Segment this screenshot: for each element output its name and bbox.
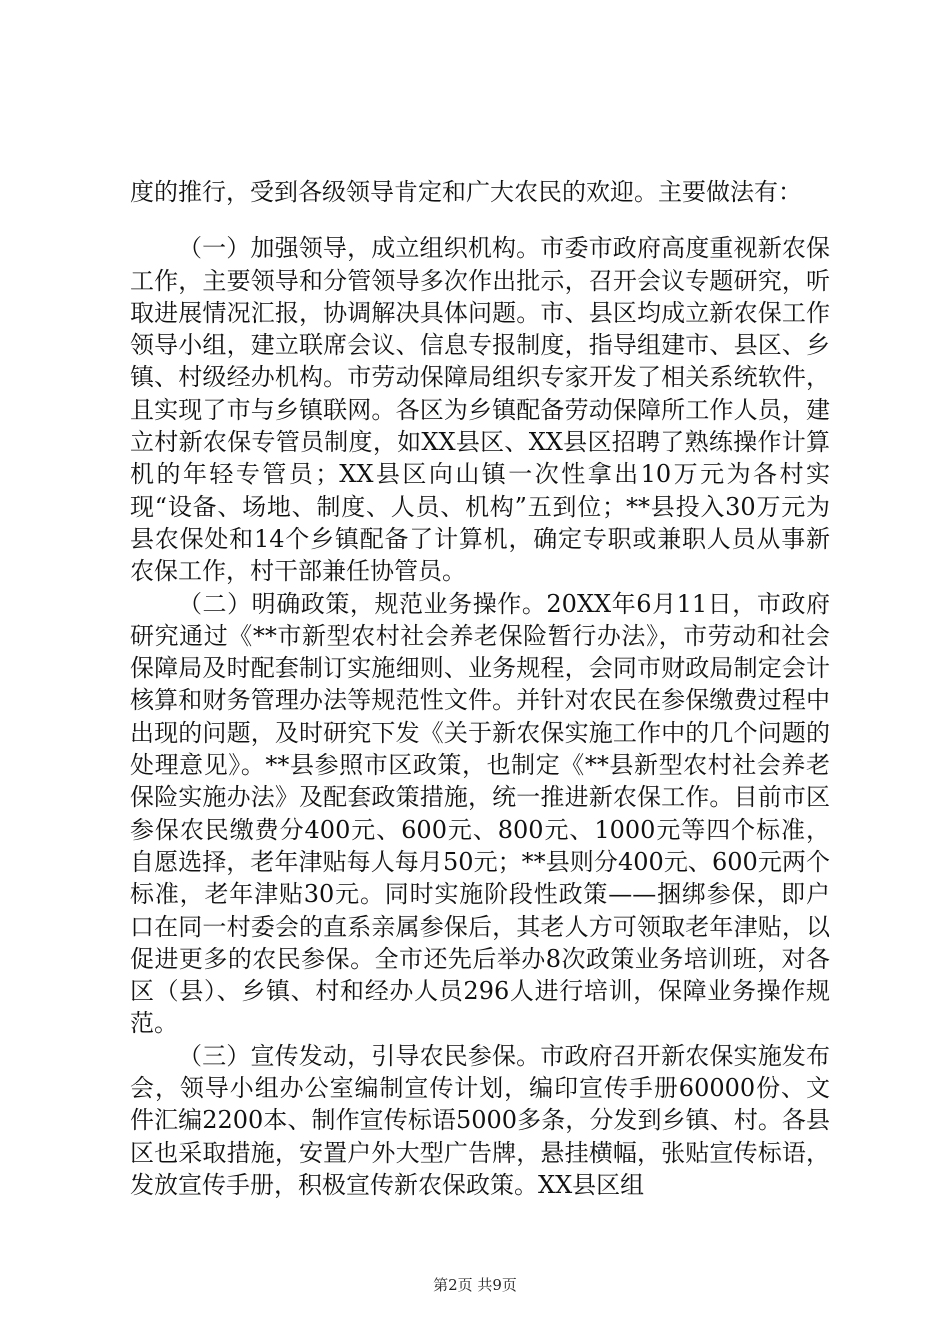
page-number-footer: 第2页 共9页 <box>433 1276 517 1294</box>
paragraph-section-1: （一）加强领导，成立组织机构。市委市政府高度重视新农保工作，主要领导和分管领导多次作出批示，召开会议专题研究，听取进展情况汇报，协调解决具体问题。市、县区均成立新农保工作领导小组，建立联席会议、信息专报制度，指导组建市、县区、乡镇、村级经办机构。市劳动保障局组织专家开发了相关系统软件，且实现了市与乡镇联网。各区为乡镇配备劳动保障所工作人员，建立村新农保专管员制度，如XX县区、XX县区招聘了熟练操作计算机的年轻专管员；XX县区向山镇一次性拿出10万元为各村实现“设备、场地、制度、人员、机构”五到位；**县投入30万元为县农保处和14个乡镇配备了计算机，确定专职或兼职人员从事新农保工作，村干部兼任协管员。 <box>130 234 830 586</box>
document-body <box>130 176 830 1201</box>
paragraph-intro: 度的推行，受到各级领导肯定和广大农民的欢迎。主要做法有： <box>130 178 802 206</box>
paragraph-section-2: （二）明确政策，规范业务操作。20XX年6月11日，市政府研究通过《**市新型农村社会养老保险暂行办法》，市劳动和社会保障局及时配套制订实施细则、业务规程，会同市财政局制定会计核算和财务管理办法等规范性文件。并针对农民在参保缴费过程中出现的问题，及时研究下发《关于新农保实施工作中的几个问题的处理意见》。**县参照市区政策，也制定《**县新型农村社会养老保险实施办法》及配套政策措施，统一推进新农保工作。目前市区参保农民缴费分400元、600元、800元、1000元等四个标准，自愿选择，老年津贴每人每月50元；**县则分400元、600元两个标准，老年津贴30元。同时实施阶段性政策——捆绑参保，即户口在同一村委会的直系亲属参保后，其老人方可领取老年津贴，以促进更多的农民参保。全市还先后举办8次政策业务培训班，对各区（县）、乡镇、村和经办人员296人进行培训，保障业务操作规范。 <box>130 589 830 1038</box>
paragraph-section-3: （三）宣传发动，引导农民参保。市政府召开新农保实施发布会，领导小组办公室编制宣传计划，编印宣传手册60000份、文件汇编2200本、制作宣传标语5000多条，分发到乡镇、村。各县区也采取措施，安置户外大型广告牌，悬挂横幅，张贴宣传标语，发放宣传手册，积极宣传新农保政策。XX县区组 <box>130 1041 830 1199</box>
